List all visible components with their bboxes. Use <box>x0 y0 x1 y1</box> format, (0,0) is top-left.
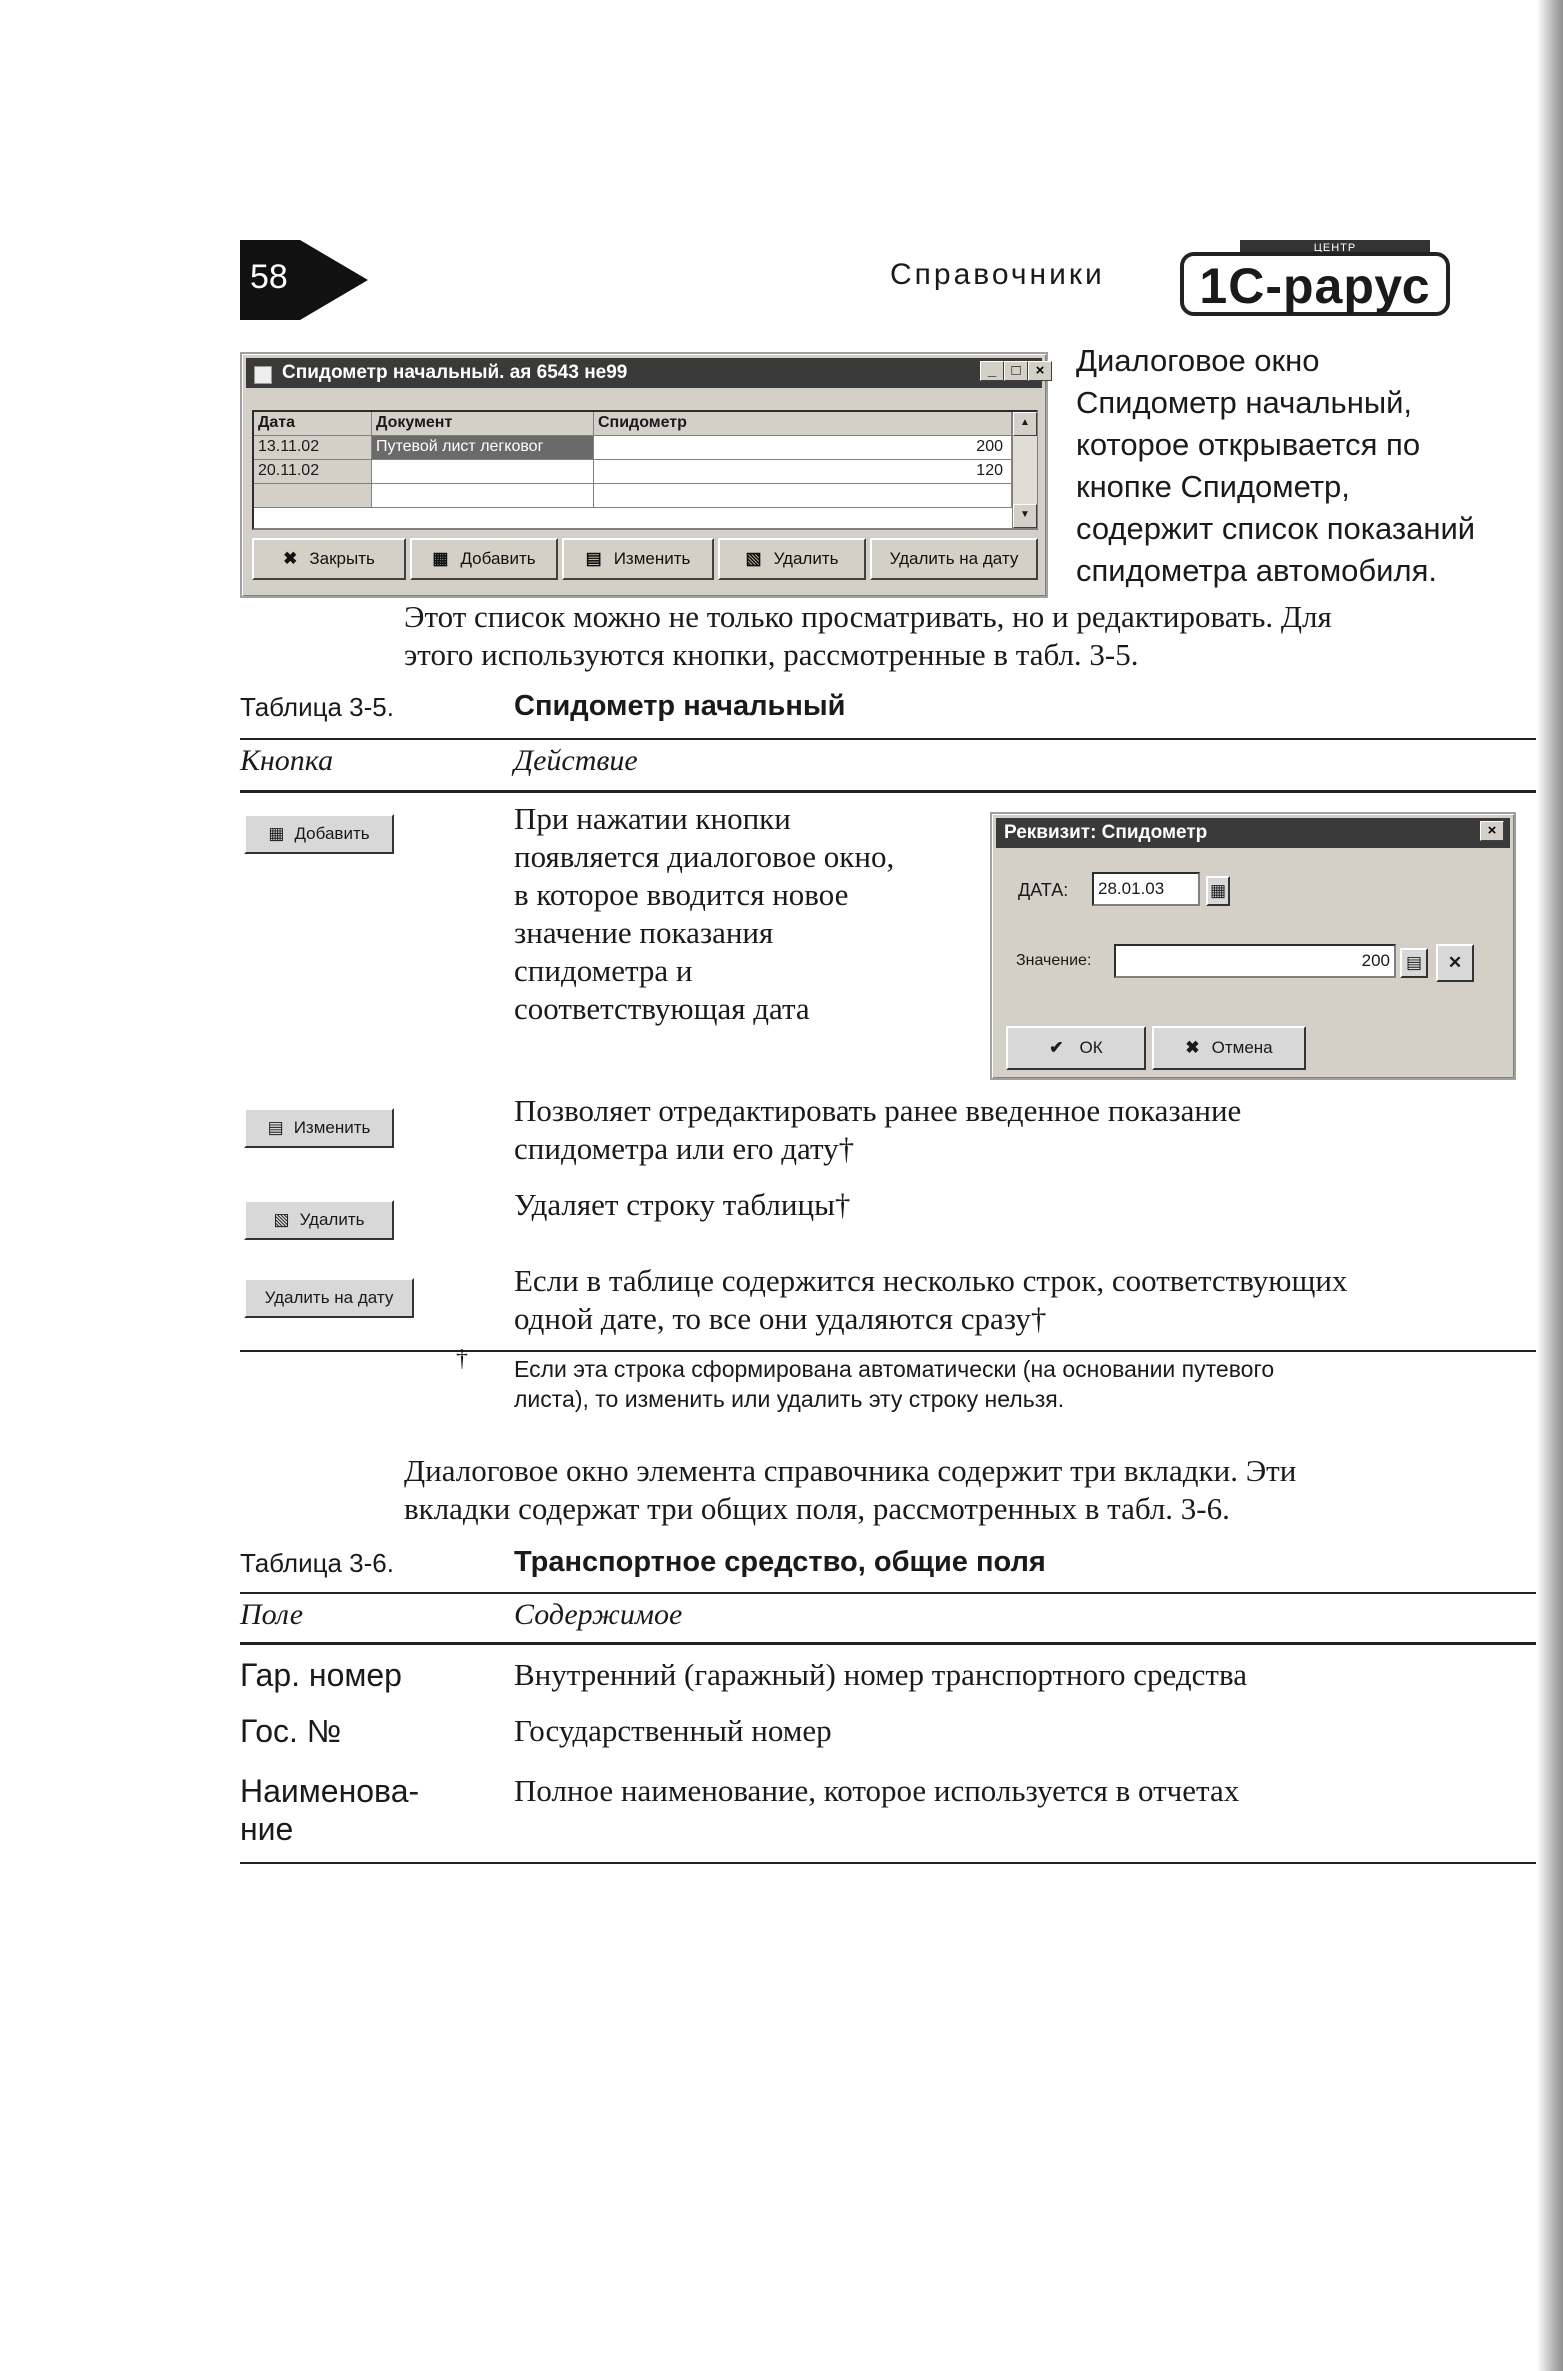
paragraph-2-line-1: Диалоговое окно элемента справочника содержит три вкладки. Эти <box>404 1453 1297 1488</box>
side-line-4: кнопке Спидометр, <box>1076 469 1350 504</box>
close-x-icon: ✖ <box>283 549 298 568</box>
window-app-icon <box>254 366 272 384</box>
row2-date[interactable]: 20.11.02 <box>254 460 372 484</box>
table36-top-rule <box>240 1592 1536 1594</box>
table-delete-by-date-button[interactable]: Удалить на дату <box>244 1278 414 1318</box>
cancel-button[interactable]: ✖ Отмена <box>1152 1026 1306 1070</box>
table35-header-action: Действие <box>514 744 638 777</box>
table36-row2-content: Государственный номер <box>514 1713 832 1748</box>
table36-caption-number: Таблица 3-6. <box>240 1548 394 1578</box>
row1-value[interactable]: 200 <box>594 436 1012 460</box>
dialog-title: Реквизит: Спидометр <box>996 818 1510 848</box>
add-button[interactable]: ▦ Добавить <box>410 538 558 580</box>
speedometer-window <box>240 352 1048 598</box>
row3-date[interactable] <box>254 484 372 508</box>
row3-value[interactable] <box>594 484 1012 508</box>
table-add-button[interactable]: ▦ Добавить <box>244 814 394 854</box>
dialog-close-icon[interactable]: × <box>1480 821 1504 841</box>
table36-row3-field: Наименова- ние <box>240 1773 420 1847</box>
table36-header-field: Поле <box>240 1598 304 1631</box>
table35-row2-text: Позволяет отредактировать ранее введенное показание спидометра или его дату† <box>514 1093 1242 1166</box>
checkmark-icon: ✔ <box>1049 1038 1064 1057</box>
paragraph-1-line-2: этого используются кнопки, рассмотренные в табл. 3-5. <box>404 637 1139 672</box>
side-line-5: содержит список показаний <box>1076 511 1476 546</box>
paragraph-1-line-1: Этот список можно не только просматривать, но и редактировать. Для <box>404 599 1332 634</box>
scroll-down-icon[interactable]: ▼ <box>1013 504 1037 528</box>
table35-header-rule <box>240 790 1536 793</box>
delete-button[interactable]: ▧ Удалить <box>718 538 866 580</box>
edit-icon: ▤ <box>267 1118 284 1137</box>
side-line-2: Спидометр начальный, <box>1076 385 1413 420</box>
row3-document[interactable] <box>372 484 594 508</box>
table36-row2-field: Гос. № <box>240 1713 342 1749</box>
column-header-document[interactable]: Документ <box>372 412 594 436</box>
edit-button[interactable]: ▤ Изменить <box>562 538 714 580</box>
maximize-icon[interactable]: □ <box>1004 361 1028 381</box>
table35-caption-number: Таблица 3-5. <box>240 692 394 722</box>
table35-row1-text: При нажатии кнопки появляется диалоговое окно, в которое вводится новое значение показания спидометра и соответствующая дата <box>514 801 895 1026</box>
table36-caption-title: Транспортное средство, общие поля <box>514 1546 1046 1578</box>
date-field[interactable]: 28.01.03 <box>1092 872 1200 906</box>
logo <box>1170 236 1515 326</box>
row2-document[interactable] <box>372 460 594 484</box>
ok-button[interactable]: ✔ ОК <box>1006 1026 1146 1070</box>
edit-icon: ▤ <box>585 549 602 568</box>
minimize-icon[interactable]: _ <box>980 361 1004 381</box>
column-header-date[interactable]: Дата <box>254 412 372 436</box>
table35-header-button: Кнопка <box>240 744 334 777</box>
value-field[interactable]: 200 <box>1114 944 1396 978</box>
add-icon: ▦ <box>268 824 285 843</box>
speedometer-grid <box>252 410 1038 530</box>
page-number: 58 <box>250 258 288 296</box>
delete-icon: ▧ <box>273 1210 290 1229</box>
delete-icon: ▧ <box>745 549 762 568</box>
paragraph-1 <box>404 598 1332 674</box>
table36-header-content: Содержимое <box>514 1598 683 1631</box>
scroll-up-icon[interactable]: ▲ <box>1013 412 1037 436</box>
calculator-icon[interactable]: ▤ <box>1400 948 1428 978</box>
close-button[interactable]: ✖ Закрыть <box>252 538 406 580</box>
side-line-1: Диалоговое окно <box>1076 343 1320 378</box>
paragraph-2 <box>404 1452 1296 1528</box>
window-title: Спидометр начальный. ая 6543 не99 <box>246 358 1042 388</box>
table36-row1-content: Внутренний (гаражный) номер транспортного средства <box>514 1657 1247 1692</box>
table35-top-rule <box>240 738 1536 740</box>
logo-text: 1С-рарус <box>1180 252 1450 316</box>
side-line-3: которое открывается по <box>1076 427 1421 462</box>
table35-row3-text: Удаляет строку таблицы† <box>514 1187 851 1222</box>
footnote-mark: † <box>456 1346 468 1372</box>
clear-icon[interactable]: ✕ <box>1436 944 1474 982</box>
table-delete-button[interactable]: ▧ Удалить <box>244 1200 394 1240</box>
table-edit-button[interactable]: ▤ Изменить <box>244 1108 394 1148</box>
date-label: ДАТА: <box>1018 880 1069 900</box>
add-icon: ▦ <box>432 549 449 568</box>
cancel-x-icon: ✖ <box>1185 1038 1200 1057</box>
table35-bottom-rule <box>240 1350 1536 1352</box>
value-label: Значение: <box>1016 952 1092 969</box>
table36-bottom-rule <box>240 1862 1536 1864</box>
vertical-scrollbar[interactable] <box>1012 412 1037 528</box>
running-title: Справочники <box>890 258 1105 291</box>
side-paragraph <box>1076 340 1475 592</box>
row1-document[interactable]: Путевой лист легковог <box>372 436 594 460</box>
row1-date[interactable]: 13.11.02 <box>254 436 372 460</box>
page-edge-shadow <box>1537 0 1563 2371</box>
table36-header-rule <box>240 1642 1536 1645</box>
row2-value[interactable]: 120 <box>594 460 1012 484</box>
requisite-dialog <box>990 812 1516 1080</box>
side-line-6: спидометра автомобиля. <box>1076 553 1437 588</box>
column-header-speedometer[interactable]: Спидометр <box>594 412 1012 436</box>
table35-row4-text: Если в таблице содержится несколько строк, соответствующих одной дате, то все они удаляются сразу† <box>514 1263 1348 1336</box>
table36-row1-field: Гар. номер <box>240 1657 402 1693</box>
table35-caption-title: Спидометр начальный <box>514 690 846 722</box>
close-icon[interactable]: × <box>1028 361 1052 381</box>
logo-plate: ЦЕНТР <box>1240 240 1430 256</box>
table36-row3-content: Полное наименование, которое используется в отчетах <box>514 1773 1240 1808</box>
footnote-text: Если эта строка сформирована автоматически (на основании путевого листа), то изменить или удалить эту строку нельзя. <box>514 1356 1275 1412</box>
delete-by-date-button[interactable]: Удалить на дату <box>870 538 1038 580</box>
paragraph-2-line-2: вкладки содержат три общих поля, рассмотренных в табл. 3-6. <box>404 1491 1230 1526</box>
calendar-icon[interactable]: ▦ <box>1206 876 1230 906</box>
